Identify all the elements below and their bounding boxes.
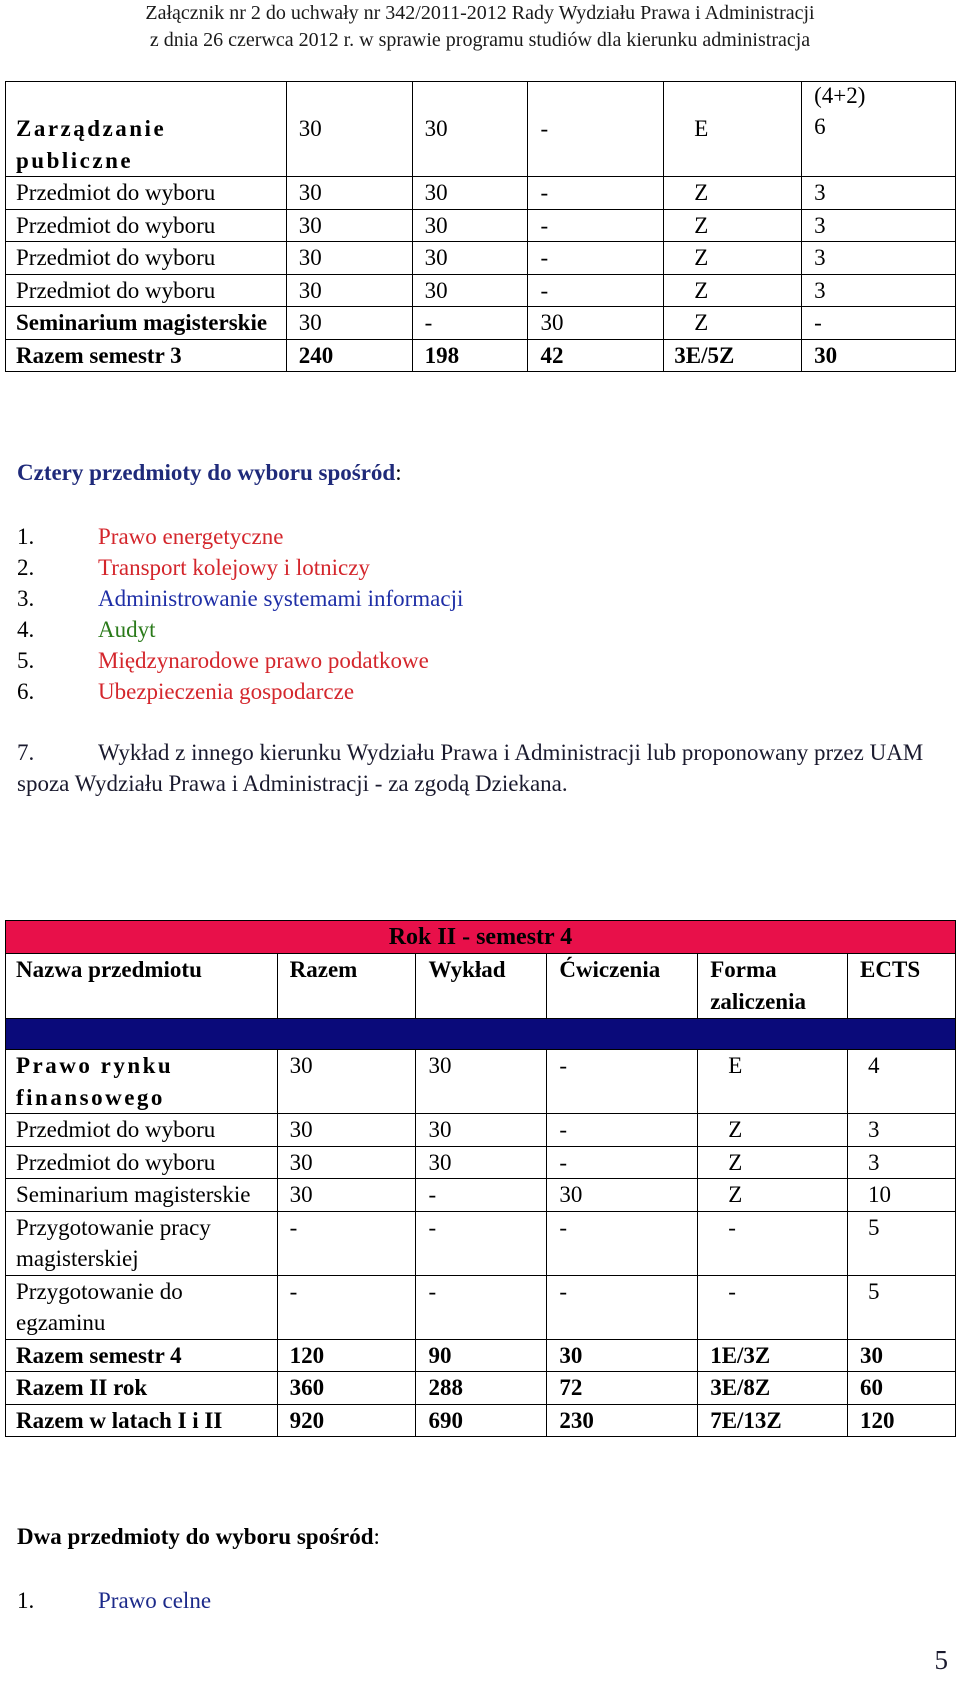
heading-colon: : xyxy=(373,1524,380,1549)
cell-wyklad: 30 xyxy=(416,1114,547,1147)
cell-forma: 7E/13Z xyxy=(698,1404,848,1437)
cell-cwiczenia: - xyxy=(528,82,664,177)
subject-name: Razem semestr 3 xyxy=(6,339,287,372)
cell-razem: - xyxy=(277,1211,416,1275)
cell-razem: 30 xyxy=(286,242,412,275)
list-label: Prawo celne xyxy=(98,1588,212,1613)
subject-name: Przedmiot do wyboru xyxy=(6,1114,278,1147)
cell-razem: 30 xyxy=(286,82,412,177)
cell-wyklad: 30 xyxy=(412,242,528,275)
cell-forma: E xyxy=(698,1050,848,1114)
cell-forma: Z xyxy=(664,274,802,307)
cell-forma: Z xyxy=(664,209,802,242)
cell-cwiczenia: - xyxy=(547,1275,698,1339)
cell-forma: Z xyxy=(698,1114,848,1147)
cell-forma: - xyxy=(698,1211,848,1275)
cell-razem: 30 xyxy=(277,1114,416,1147)
cell-cwiczenia: - xyxy=(547,1211,698,1275)
table-row xyxy=(6,1179,956,1212)
header-line-2: z dnia 26 czerwca 2012 r. w sprawie programu studiów dla kierunku administracja xyxy=(149,29,811,51)
table-row-total xyxy=(6,339,956,372)
col-header-name: Nazwa przedmiotu xyxy=(6,954,278,1019)
divider-band xyxy=(6,1019,956,1050)
cell-ects: 30 xyxy=(848,1339,956,1372)
subject-name: Przygotowanie do egzaminu xyxy=(6,1275,278,1339)
cell-cwiczenia: 72 xyxy=(547,1372,698,1405)
cell-forma: 1E/3Z xyxy=(698,1339,848,1372)
table-row-total xyxy=(6,1404,956,1437)
cell-cwiczenia: - xyxy=(547,1146,698,1179)
cell-ects: 10 xyxy=(848,1179,956,1212)
list-item xyxy=(17,676,463,707)
cell-ects: 3 xyxy=(802,177,956,210)
cell-forma: E xyxy=(664,82,802,177)
table-row xyxy=(6,1050,956,1114)
cell-razem: 360 xyxy=(277,1372,416,1405)
list-label: Międzynarodowe prawo podatkowe xyxy=(98,648,429,673)
cell-wyklad: 198 xyxy=(412,339,528,372)
semester-title: Rok II - semestr 4 xyxy=(6,921,956,954)
cell-razem: 30 xyxy=(277,1179,416,1212)
subject-name: Przedmiot do wyboru xyxy=(6,1146,278,1179)
list-number: 2. xyxy=(17,555,35,580)
cell-ects: 120 xyxy=(848,1404,956,1437)
cell-ects: 30 xyxy=(802,339,956,372)
cell-razem: 30 xyxy=(286,274,412,307)
electives-heading-2 xyxy=(17,1524,380,1550)
col-header-razem: Razem xyxy=(277,954,416,1019)
cell-ects: 3 xyxy=(802,242,956,275)
subject-name: Razem semestr 4 xyxy=(6,1339,278,1372)
cell-razem: 120 xyxy=(277,1339,416,1372)
list-number: 6. xyxy=(17,679,35,704)
electives-heading-text: Cztery przedmioty do wyboru spośród xyxy=(17,460,396,485)
table-row-total xyxy=(6,1372,956,1405)
item-7-text: Wykład z innego kierunku Wydziału Prawa i Administracji lub proponowany przez UAM spoza Wydziału Prawa i Administracji - za zgodą Dziekana. xyxy=(17,740,924,796)
subject-name: Przygotowanie pracy magisterskiej xyxy=(6,1211,278,1275)
subject-name: Przedmiot do wyboru xyxy=(6,274,287,307)
list-label: Ubezpieczenia gospodarcze xyxy=(98,679,355,704)
electives-heading-text: Dwa przedmioty do wyboru spośród xyxy=(17,1524,374,1549)
subject-name: Przedmiot do wyboru xyxy=(6,209,287,242)
list-item xyxy=(17,1585,211,1616)
cell-razem: 30 xyxy=(286,307,412,340)
list-item xyxy=(17,521,463,552)
cell-cwiczenia: - xyxy=(528,177,664,210)
cell-cwiczenia: - xyxy=(528,209,664,242)
cell-wyklad: 30 xyxy=(416,1146,547,1179)
table-row xyxy=(6,177,956,210)
subject-name: Razem w latach I i II xyxy=(6,1404,278,1437)
subject-name: Zarządzanie publiczne xyxy=(16,116,167,173)
cell-forma: Z xyxy=(698,1146,848,1179)
semester-3-table xyxy=(5,81,956,372)
cell-wyklad: 690 xyxy=(416,1404,547,1437)
cell-ects: 60 xyxy=(848,1372,956,1405)
cell-cwiczenia: 230 xyxy=(547,1404,698,1437)
cell-ects: 3 xyxy=(848,1114,956,1147)
table-row xyxy=(6,242,956,275)
table-row-total xyxy=(6,1339,956,1372)
cell-razem: 30 xyxy=(286,209,412,242)
list-number: 4. xyxy=(17,617,35,642)
electives-heading-1 xyxy=(17,460,402,486)
list-number: 3. xyxy=(17,586,35,611)
cell-wyklad: - xyxy=(416,1275,547,1339)
list-number: 5. xyxy=(17,648,35,673)
subject-name: Seminarium magisterskie xyxy=(6,1179,278,1212)
elective-item-7 xyxy=(17,737,952,799)
cell-ects: 3 xyxy=(802,209,956,242)
cell-ects: - xyxy=(802,307,956,340)
list-item xyxy=(17,552,463,583)
cell-ects: 6 xyxy=(802,111,956,176)
col-header-wyklad: Wykład xyxy=(416,954,547,1019)
list-label: Transport kolejowy i lotniczy xyxy=(98,555,370,580)
list-label: Prawo energetyczne xyxy=(98,524,284,549)
cell-razem: 30 xyxy=(277,1146,416,1179)
cell-wyklad: - xyxy=(416,1211,547,1275)
table-row xyxy=(6,82,956,112)
subject-name: Przedmiot do wyboru xyxy=(6,242,287,275)
document-header xyxy=(0,0,960,54)
cell-razem: 30 xyxy=(286,177,412,210)
cell-wyklad: 30 xyxy=(412,209,528,242)
col-header-ects: ECTS xyxy=(848,954,956,1019)
cell-forma: Z xyxy=(664,177,802,210)
cell-forma: 3E/5Z xyxy=(664,339,802,372)
header-line-1: Załącznik nr 2 do uchwały nr 342/2011-2012 Rady Wydziału Prawa i Administracji xyxy=(145,2,815,24)
electives-list-1 xyxy=(17,521,463,707)
heading-colon: : xyxy=(395,460,402,485)
cell-wyklad: 30 xyxy=(412,82,528,177)
subject-name: Seminarium magisterskie xyxy=(6,307,287,340)
cell-forma: Z xyxy=(664,242,802,275)
cell-cwiczenia: 42 xyxy=(528,339,664,372)
cell-cwiczenia: - xyxy=(528,274,664,307)
cell-cwiczenia: - xyxy=(547,1050,698,1114)
cell-razem: 30 xyxy=(277,1050,416,1114)
cell-wyklad: - xyxy=(412,307,528,340)
list-item xyxy=(17,614,463,645)
table-row xyxy=(6,274,956,307)
cell-wyklad: 30 xyxy=(412,274,528,307)
list-number: 7. xyxy=(17,740,35,765)
col-header-forma: Forma zaliczenia xyxy=(698,954,848,1019)
table-row xyxy=(6,1211,956,1275)
cell-razem: 920 xyxy=(277,1404,416,1437)
cell-wyklad: 90 xyxy=(416,1339,547,1372)
cell-wyklad: 30 xyxy=(412,177,528,210)
header-row xyxy=(6,954,956,1019)
cell-razem: 240 xyxy=(286,339,412,372)
cell-cwiczenia: 30 xyxy=(528,307,664,340)
table-row xyxy=(6,1114,956,1147)
list-label: Administrowanie systemami informacji xyxy=(98,586,464,611)
navy-band xyxy=(6,1019,956,1050)
subject-name: Przedmiot do wyboru xyxy=(6,177,287,210)
semester-4-table xyxy=(5,920,956,1437)
list-item xyxy=(17,645,463,676)
cell-ects: 3 xyxy=(848,1146,956,1179)
list-label: Audyt xyxy=(98,617,156,642)
cell-wyklad: - xyxy=(416,1179,547,1212)
cell-cwiczenia: - xyxy=(547,1114,698,1147)
ects-note: (4+2) xyxy=(802,82,956,112)
list-number: 1. xyxy=(17,524,35,549)
page-number: 5 xyxy=(934,1645,948,1675)
list-item xyxy=(17,583,463,614)
list-number: 1. xyxy=(17,1588,35,1613)
cell-ects: 3 xyxy=(802,274,956,307)
cell-cwiczenia: 30 xyxy=(547,1339,698,1372)
cell-razem: - xyxy=(277,1275,416,1339)
semester-title-row xyxy=(6,921,956,954)
table-row xyxy=(6,209,956,242)
cell-ects: 5 xyxy=(848,1275,956,1339)
subject-name: Prawo rynku finansowego xyxy=(16,1053,174,1110)
cell-forma: 3E/8Z xyxy=(698,1372,848,1405)
cell-cwiczenia: 30 xyxy=(547,1179,698,1212)
cell-ects: 4 xyxy=(848,1050,956,1114)
subject-name: Razem II rok xyxy=(6,1372,278,1405)
table-row xyxy=(6,1146,956,1179)
table-row xyxy=(6,1275,956,1339)
col-header-cwiczenia: Ćwiczenia xyxy=(547,954,698,1019)
cell-forma: - xyxy=(698,1275,848,1339)
cell-forma: Z xyxy=(698,1179,848,1212)
electives-list-2 xyxy=(17,1585,211,1616)
cell-cwiczenia: - xyxy=(528,242,664,275)
cell-ects: 5 xyxy=(848,1211,956,1275)
cell-wyklad: 30 xyxy=(416,1050,547,1114)
cell-wyklad: 288 xyxy=(416,1372,547,1405)
cell-forma: Z xyxy=(664,307,802,340)
table-row xyxy=(6,307,956,340)
